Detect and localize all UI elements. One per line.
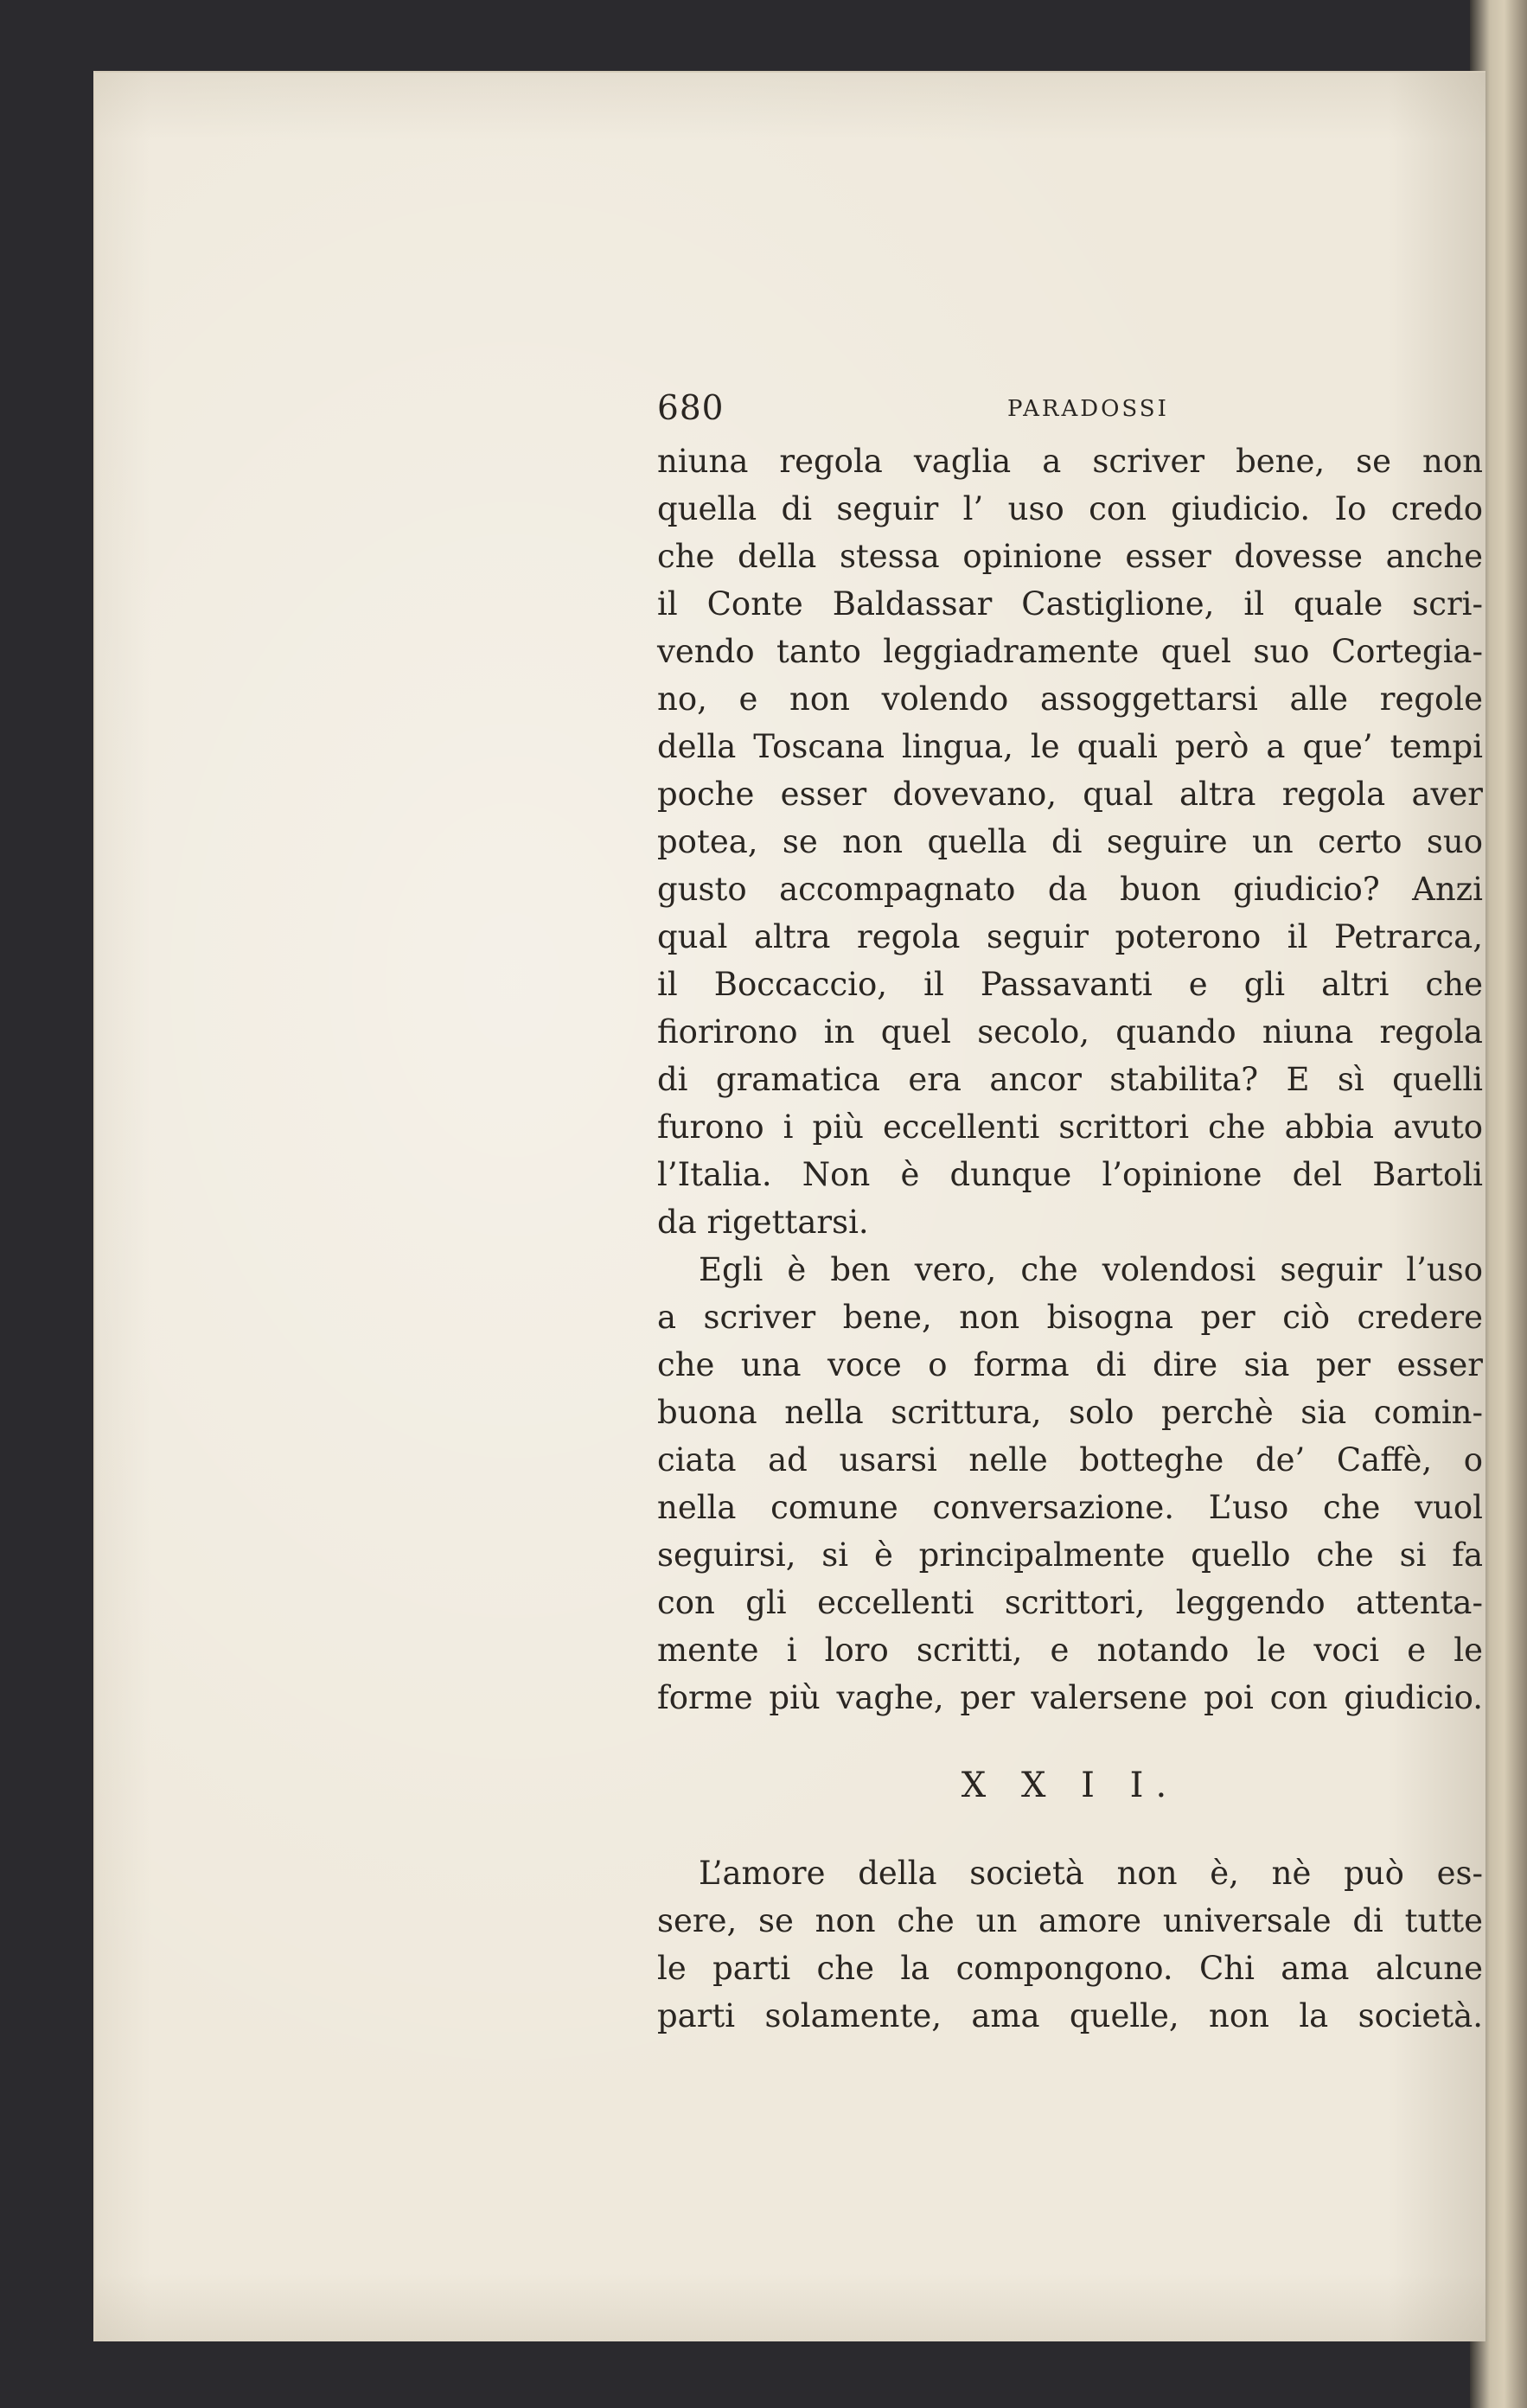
text-line: buona nella scrittura, solo perchè sia comin- bbox=[657, 1394, 1483, 1431]
text-line: che della stessa opinione esser dovesse anche bbox=[657, 538, 1483, 575]
text-line: il Boccaccio, il Passavanti e gli altri che bbox=[657, 966, 1483, 1003]
text-line: fiorirono in quel secolo, quando niuna regola bbox=[657, 1013, 1483, 1051]
text-line: L’amore della società non è, nè può es- bbox=[699, 1855, 1483, 1892]
text-line: l’Italia. Non è dunque l’opinione del Bartoli bbox=[657, 1156, 1483, 1193]
text-line: sere, se non che un amore universale di tutte bbox=[657, 1902, 1483, 1939]
text-line: qual altra regola seguir poterono il Petrarca, bbox=[657, 918, 1483, 955]
paragraph-1 bbox=[657, 438, 1483, 1246]
page-number: 680 bbox=[657, 389, 725, 428]
running-head: PARADOSSI bbox=[1007, 396, 1169, 422]
text-line: no, e non volendo assoggettarsi alle regole bbox=[657, 680, 1483, 718]
text-line: di gramatica era ancor stabilita? E sì quelli bbox=[657, 1061, 1483, 1098]
text-line: da rigettarsi. bbox=[657, 1204, 869, 1241]
book-page bbox=[93, 71, 1485, 2341]
paragraph-3 bbox=[657, 1849, 1483, 2040]
text-line: quella di seguir l’ uso con giudicio. Io credo bbox=[657, 490, 1483, 527]
text-line: seguirsi, si è principalmente quello che si fa bbox=[657, 1536, 1483, 1574]
text-line: mente i loro scritti, e notando le voci e le bbox=[657, 1632, 1483, 1669]
text-line: a scriver bene, non bisogna per ciò credere bbox=[657, 1299, 1483, 1336]
text-line: gusto accompagnato da buon giudicio? Anzi bbox=[657, 871, 1483, 908]
text-line: vendo tanto leggiadramente quel suo Cortegia- bbox=[657, 633, 1483, 670]
text-line: potea, se non quella di seguire un certo suo bbox=[657, 823, 1483, 860]
text-line: della Toscana lingua, le quali però a que’ tempi bbox=[657, 728, 1483, 765]
text-line: il Conte Baldassar Castiglione, il quale scri- bbox=[657, 585, 1483, 623]
text-line: con gli eccellenti scrittori, leggendo attenta- bbox=[657, 1584, 1483, 1621]
text-line: poche esser dovevano, qual altra regola aver bbox=[657, 776, 1483, 813]
text-block bbox=[657, 384, 1483, 2040]
text-line: Egli è ben vero, che volendosi seguir l’uso bbox=[699, 1251, 1483, 1288]
section-heading: X X I I. bbox=[961, 1766, 1179, 1805]
text-line: niuna regola vaglia a scriver bene, se non bbox=[657, 443, 1483, 480]
text-line: parti solamente, ama quelle, non la società. bbox=[657, 1997, 1483, 2034]
text-line: furono i più eccellenti scrittori che abbia avuto bbox=[657, 1108, 1483, 1146]
text-line: che una voce o forma di dire sia per esser bbox=[657, 1346, 1483, 1383]
page-header bbox=[657, 384, 1483, 438]
text-line: nella comune conversazione. L’uso che vuol bbox=[657, 1489, 1483, 1526]
text-line: le parti che la compongono. Chi ama alcune bbox=[657, 1950, 1483, 1987]
text-line: forme più vaghe, per valersene poi con giudicio. bbox=[657, 1679, 1483, 1716]
text-line: ciata ad usarsi nelle botteghe de’ Caffè, o bbox=[657, 1441, 1483, 1479]
paragraph-2 bbox=[657, 1246, 1483, 1721]
